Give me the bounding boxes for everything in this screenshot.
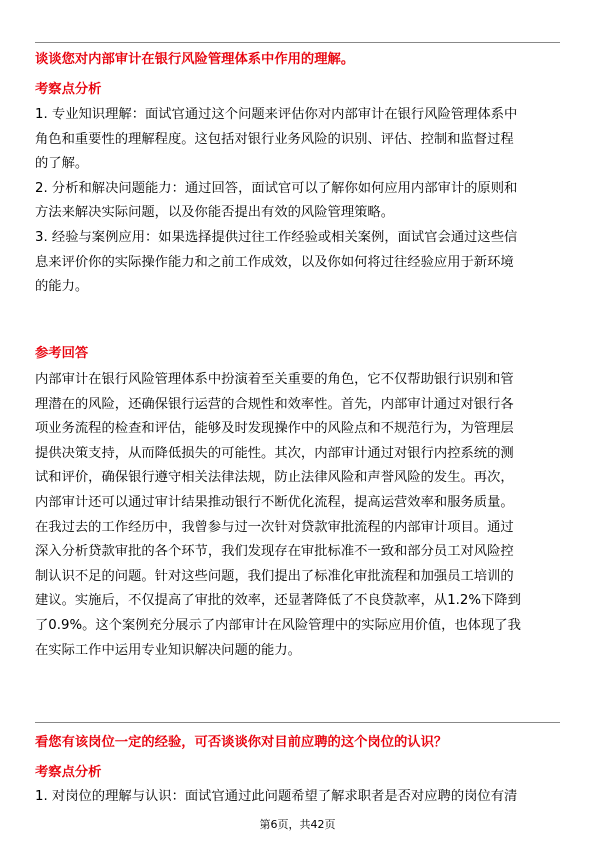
analysis-line: 1. 专业知识理解：面试官通过这个问题来评估你对内部审计在银行风险管理体系中 (35, 107, 518, 122)
answer-line: 内部审计在银行风险管理体系中扮演着至关重要的角色，它不仅帮助银行识别和管 (35, 372, 514, 387)
answer-line: 在实际工作中运用专业知识解决问题的能力。 (35, 642, 301, 658)
question-1 (35, 50, 560, 69)
answer-line: 了0.9%。这个案例充分展示了内部审计在风险管理中的实际应用价值，也体现了我 (35, 617, 521, 633)
question-2-analysis-body (35, 785, 560, 810)
answer-line: 项业务流程的检查和评估，能够及时发现操作中的风险点和不规范行为，为管理层 (35, 421, 514, 437)
answer-line: 试和评价，确保银行遵守相关法律法规，防止法律风险和声誉风险的发生。再次， (35, 470, 514, 486)
answer-heading: 参考回答 (35, 346, 89, 361)
section-divider (35, 722, 560, 723)
analysis-heading: 考察点分析 (35, 82, 102, 97)
question-2-title: 看您有该岗位一定的经验，可否谈谈你对目前应聘的这个岗位的认识？ (35, 735, 448, 750)
answer-line: 理潜在的风险，还确保银行运营的合规性和效率性。首先，内部审计通过对银行各 (35, 396, 514, 412)
analysis-line: 的了解。 (35, 156, 89, 172)
question-2 (35, 733, 560, 752)
answer-line: 建议。实施后，不仅提高了审批的效率，还显著降低了不良贷款率，从1.2%下降到 (35, 593, 521, 609)
answer-line: 提供决策支持，从而降低损失的可能性。其次，内部审计通过对银行内控系统的测 (35, 445, 514, 461)
analysis-line: 2. 分析和解决问题能力：通过回答，面试官可以了解你如何应用内部审计的原则和 (35, 180, 518, 196)
question-1-analysis-body (35, 103, 560, 300)
question-1-analysis (35, 80, 560, 99)
analysis-line: 3. 经验与案例应用：如果选择提供过往工作经验或相关案例，面试官会通过这些信 (35, 229, 518, 245)
answer-line: 内部审计还可以通过审计结果推动银行不断优化流程，提高运营效率和服务质量。 (35, 494, 514, 510)
question-1-answer-body (35, 368, 560, 663)
analysis-line: 方法来解决实际问题，以及你能否提出有效的风险管理策略。 (35, 205, 395, 221)
question-1-answer (35, 344, 560, 363)
analysis-heading: 考察点分析 (35, 765, 102, 780)
analysis-line: 角色和重要性的理解程度。这包括对银行业务风险的识别、评估、控制和监督过程 (35, 131, 514, 147)
question-2-analysis (35, 763, 560, 782)
answer-line: 深入分析贷款审批的各个环节，我们发现存在审批标准不一致和部分员工对风险控 (35, 544, 514, 560)
analysis-line: 1. 对岗位的理解与认识：面试官通过此问题希望了解求职者是否对应聘的岗位有清 (35, 789, 518, 804)
analysis-line: 的能力。 (35, 279, 89, 295)
answer-line: 在我过去的工作经历中，我曾参与过一次针对贷款审批流程的内部审计项目。通过 (35, 519, 514, 535)
top-divider (35, 42, 560, 43)
question-1-title: 谈谈您对内部审计在银行风险管理体系中作用的理解。 (35, 52, 355, 67)
answer-line: 制认识不足的问题。针对这些问题，我们提出了标准化审批流程和加强员工培训的 (35, 568, 514, 584)
analysis-line: 息来评价你的实际操作能力和之前工作成效，以及你如何将过往经验应用于新环境 (35, 254, 514, 270)
page-number: 第6页，共42页 (259, 818, 336, 831)
